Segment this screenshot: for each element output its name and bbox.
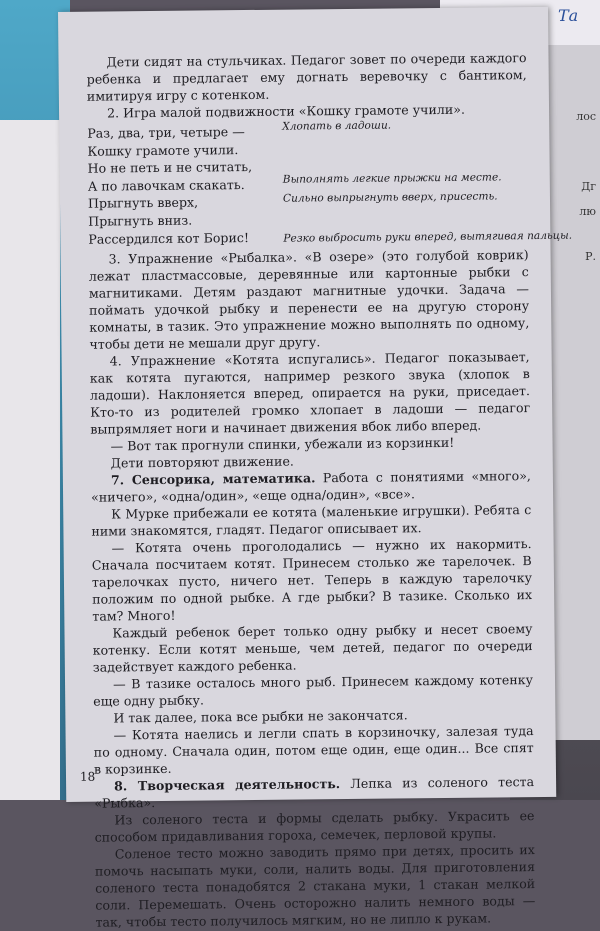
paragraph: Каждый ребенок берет только одну рыбку и несет своему котенку. Если котят меньше, чем детей, педагог по очереди задействует каждого ребенка. [92,621,533,675]
poem-block [87,119,573,248]
paragraph: Соленое тесто можно заводить прямо при детях, просить их помочь насыпать муки, соли, налить воды. Для приготовления соленого теста понадобятся 2 стакана муки, 1 стакан мелкой соли. Перемешать. Очень осторожно налить немного воды — так, чтобы тесто получилось мягким, но не липло к рукам. [94,842,536,930]
sheet-fragment: лю [579,205,596,218]
page-number: 18 [79,769,96,784]
poem-line: А по лавочкам скакать. [87,176,245,194]
poem-note: Хлопать в ладоши. [282,119,392,133]
poem-line: Прыгнуть вверх, [87,194,199,212]
sheet-fragment: Дг [581,180,596,193]
game-title: 2. Игра малой подвижности «Кошку грамоте учили». [106,101,466,121]
section-7-title: 7. Сенсорика, математика. [110,470,316,488]
paragraph: — В тазике осталось много рыб. Принесем каждому котенку еще одну рыбку. [93,672,534,709]
poem-lines [87,123,283,248]
section-7 [91,467,531,506]
poem-line: Рассердился кот Борис! [88,229,250,247]
poem-line: Но не петь и не считать, [87,159,253,176]
paragraph: Дети повторяют движение. [110,453,294,471]
poem-note: Резко выбросить руки вперед, вытягивая пальцы. [283,229,573,245]
background-notebook [0,120,60,800]
poem-notes [282,119,573,246]
paragraph: 3. Упражнение «Рыбалка». «В озере» (это голубой коврик) лежат пластмассовые, деревянные или картонные рыбки с магнитиками. Детям раздают магнитные удочки. Задача — поймать удочкой рыбку и перенести ее на другую сторону комнаты, в тазик. Это упражнение можно выполнять по одному, чтобы дети не мешали друг другу. [88,247,530,352]
poem-line: Кошку грамоте учили. [87,141,239,159]
section-8-title: 8. Творческая деятельность. [114,776,341,794]
paragraph: И так далее, пока все рыбки не закончатся. [113,707,408,726]
paragraph: Из соленого теста и формы сделать рыбку. Украсить ее способом придавливания гороха, семечек, перловой крупы. [94,808,535,845]
paragraph: — Котята наелись и легли спать в корзиночку, залезая туда по одному. Сначала один, потом еще один, еще один... Все спят в корзинке. [93,723,534,777]
paragraph: — Вот так прогнули спинки, убежали из корзинки! [110,435,455,454]
poem-note: Сильно выпрыгнуть вверх, присесть. [282,190,498,205]
paragraph: — Котята очень проголодались — нужно их накормить. Сначала посчитаем котят. Принесем столько же тарелочек. В тарелочках пусто, ничего нет. Теперь в каждую тарелочку положим по одной рыбке. А где рыбки? В тазике. Сколько их там? Много! [91,536,533,624]
sheet-fragment: Р. [585,250,596,263]
book-page [58,7,573,930]
poem-line: Раз, два, три, четыре — [87,124,245,141]
sheet-fragment: лос [576,110,596,123]
poem-line: Прыгнуть вниз. [88,212,193,229]
corner-scribble: Та [558,6,579,25]
section-8-text: Лепка из соленого теста «Рыбка». [94,774,535,811]
poem-note: Выполнять легкие прыжки на месте. [282,171,502,186]
page-content [86,49,573,931]
paragraph: 4. Упражнение «Котята испугались». Педагог показывает, как котята пугаются, например резкого звука (хлопок в ладоши). Наклоняется вперед, опирается на руки, приседает. Кто-то из родителей громко хлопает в ладоши — педагог выпрямляет ноги и начинает движения вбок либо вперед. [89,349,531,437]
section-8 [94,773,534,812]
paragraph: К Мурке прибежали ее котята (маленькие игрушки). Ребята с ними знакомятся, гладят. Педагог описывает их. [91,502,532,539]
section-7-text: Работа с понятиями «много», «ничего», «одна/один», «еще одна/один», «все». [91,468,531,505]
intro-paragraph: Дети сидят на стульчиках. Педагог зовет по очереди каждого ребенка и предлагает ему догнать веревочку с бантиком, имитируя игру с котенком. [86,50,527,104]
